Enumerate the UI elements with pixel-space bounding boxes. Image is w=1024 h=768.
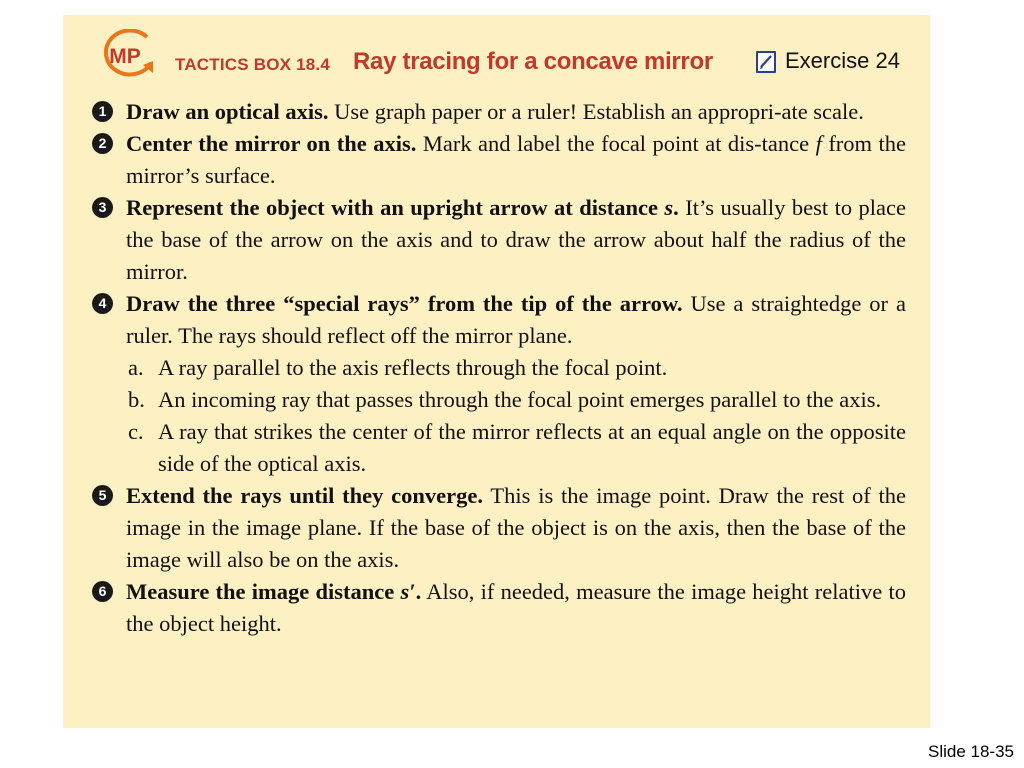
substep-text: A ray that strikes the center of the mirror reflects at an equal angle on the opposite side of the optical axis. <box>158 419 906 476</box>
substep-b <box>126 384 906 416</box>
steps-list <box>98 96 907 640</box>
step-number-4: 4 <box>92 293 113 314</box>
step-5 <box>98 480 906 576</box>
step-number-2: 2 <box>92 133 113 154</box>
step-6-text: Also, if needed, measure the image height relative to the object height. <box>126 579 906 636</box>
step-number-6: 6 <box>92 581 113 602</box>
exercise-link[interactable] <box>755 48 900 74</box>
substep-letter: a. <box>128 355 144 380</box>
step-1-lead: Draw an optical axis. <box>126 99 329 124</box>
step-4-lead: Draw the three “special rays” from the tip of the arrow. <box>126 291 683 316</box>
substep-text: An incoming ray that passes through the focal point emerges parallel to the axis. <box>158 387 882 412</box>
step-3-lead: Represent the object with an upright arrow at distance s. <box>126 195 679 220</box>
step-3-text: It’s usually best to place the base of the arrow on the axis and to draw the arrow about half the radius of the mirror. <box>126 195 906 284</box>
substep-a <box>126 352 906 384</box>
substep-letter: c. <box>128 419 144 444</box>
step-2-text-before: Mark and label the focal point at dis-tance <box>416 131 816 156</box>
step-2 <box>98 128 906 192</box>
step-4 <box>98 288 907 480</box>
step-6-lead: Measure the image distance s′. <box>126 579 422 604</box>
step-5-lead: Extend the rays until they converge. <box>126 483 484 508</box>
step-1-text: Use graph paper or a ruler! Establish an appropri-ate scale. <box>328 99 864 124</box>
step-4-text: Use a straightedge or a ruler. The rays should reflect off the mirror plane. <box>126 291 907 348</box>
step-1 <box>98 96 906 128</box>
tactics-box-label: TACTICS BOX 18.4 <box>175 55 330 74</box>
tactics-box-title: Ray tracing for a concave mirror <box>353 48 713 75</box>
step-6 <box>98 576 906 640</box>
exercise-label: Exercise 24 <box>785 48 900 73</box>
substep-c <box>126 416 906 480</box>
substep-text: A ray parallel to the axis reflects through the focal point. <box>158 355 668 380</box>
step-3 <box>98 192 906 288</box>
step-3-symbol: s <box>664 195 674 220</box>
tactics-box <box>63 15 930 728</box>
tactics-box-header <box>63 15 930 95</box>
mp-logo-icon <box>99 29 157 81</box>
step-2-symbol: f <box>815 131 822 156</box>
step-2-lead: Center the mirror on the axis. <box>126 131 417 156</box>
step-5-text: This is the image point. Draw the rest of the image in the image plane. If the base of the object is on the axis, then the base of the image will also be on the axis. <box>126 483 906 572</box>
step-6-symbol: s′ <box>400 579 416 604</box>
pencil-icon <box>755 48 777 74</box>
step-number-5: 5 <box>92 485 113 506</box>
step-number-3: 3 <box>92 197 113 218</box>
step-number-1: 1 <box>92 101 113 122</box>
mp-logo-text: MP <box>109 45 141 68</box>
substep-letter: b. <box>128 387 145 412</box>
step-4-substeps <box>126 352 906 480</box>
slide-number: Slide 18-35 <box>927 742 1014 761</box>
step-2-text-after: from the mirror’s surface. <box>126 131 906 188</box>
